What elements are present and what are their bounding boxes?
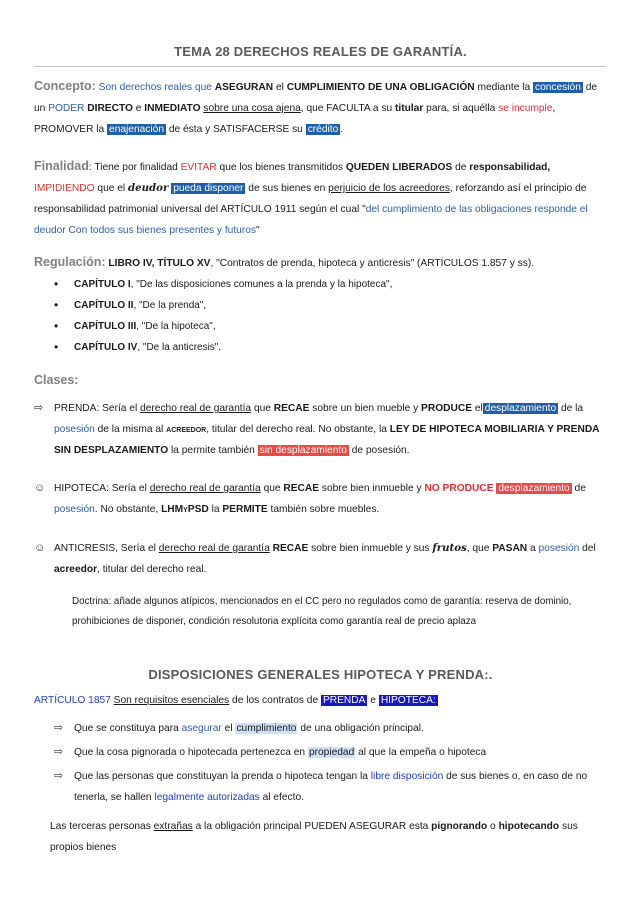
text: , "De la hipoteca", (136, 321, 216, 332)
requisito-2 (54, 742, 604, 763)
text: . No obstante, (94, 504, 159, 515)
text: " (256, 225, 260, 236)
text: sobre una cosa ajena (203, 103, 301, 114)
text: sobre bien inmueble y sus (311, 543, 430, 554)
finalidad-heading: Finalidad (34, 159, 89, 173)
text: , PROMOVER la (34, 103, 556, 135)
text: de (455, 162, 467, 173)
text: a la obligación principal (195, 821, 302, 832)
text: hipotecando (498, 821, 560, 832)
text: : Tiene por finalidad (88, 162, 178, 173)
text: Las terceras personas (50, 821, 151, 832)
highlight: PRENDA (322, 695, 366, 706)
concepto-paragraph (34, 76, 604, 140)
text: ANTICRESIS, Sería el (54, 543, 156, 554)
title-divider (34, 66, 606, 67)
text: Que la cosa pignorada o hipotecada pertenezca en (74, 747, 306, 758)
text: posesión (54, 424, 95, 435)
text: o (490, 821, 496, 832)
text: de la misma al (97, 424, 164, 435)
text: sobre un bien mueble y (312, 403, 419, 414)
regulacion-paragraph (34, 252, 604, 274)
text: ARTÍCULO 1857 (34, 695, 111, 706)
text: RECAE (272, 543, 309, 554)
text: de los contratos de (232, 695, 319, 706)
text: LIBRO IV, TÍTULO XV (108, 258, 211, 269)
text: CUMPLIMIENTO DE UNA OBLIGACIÓN (286, 82, 475, 93)
text: , "De las disposiciones comunes a la prenda y la hipoteca", (130, 279, 393, 290)
text: IMPIDIENDO (34, 183, 95, 194)
highlight: enajenación (109, 124, 164, 135)
text: INMEDIATO (144, 103, 201, 114)
text: PERMITE (222, 504, 268, 515)
text: EVITAR (180, 162, 217, 173)
text: que el (97, 183, 126, 194)
page-title: TEMA 28 DERECHOS REALES DE GARANTÍA. (174, 44, 467, 59)
text: esta (409, 821, 429, 832)
text: , "De la anticresis". (137, 342, 222, 353)
text: libre disposición (370, 771, 444, 782)
text: para, si aquélla (426, 103, 496, 114)
text: la permite también (171, 445, 255, 456)
text: al efecto. (262, 792, 304, 803)
regulacion-list (74, 274, 594, 358)
text: que (253, 403, 271, 414)
text: de una obligación principal. (300, 723, 424, 734)
text: a (530, 543, 536, 554)
text: e (370, 695, 376, 706)
text: el (224, 723, 233, 734)
text: Que se constituya para (74, 723, 179, 734)
list-item (74, 295, 594, 316)
clases-heading-row (34, 370, 604, 392)
terceras-paragraph (50, 816, 605, 858)
section-title: DISPOSICIONES GENERALES HIPOTECA Y PRENDA:. (148, 667, 493, 682)
text: del (582, 543, 596, 554)
text: CAPÍTULO I (74, 279, 131, 290)
highlight: sin desplazamiento (259, 445, 347, 456)
text: que los bienes transmitidos (219, 162, 343, 173)
text: DIRECTO (87, 103, 133, 114)
highlight: desplazamiento (498, 483, 570, 494)
arrow-icon: ⇨ (34, 402, 44, 414)
prenda-item (34, 398, 604, 461)
text: HIPOTECA: Sería el (54, 483, 147, 494)
text: de la (560, 403, 584, 414)
text: frutos (432, 542, 467, 554)
text: QUEDEN LIBERADOS (345, 162, 453, 173)
text: e (135, 103, 142, 114)
text: CAPÍTULO IV (74, 342, 138, 353)
text: asegurar (181, 723, 222, 734)
anticresis-item (34, 538, 604, 580)
text: de (574, 483, 586, 494)
text: . (340, 124, 344, 135)
text: al que la empeña o hipoteca (358, 747, 487, 758)
text: acreedor (166, 424, 207, 435)
arrow-icon: ⇨ (54, 770, 64, 782)
text: NO PRODUCE (424, 483, 494, 494)
text: LEY DE HIPOTECA MOBILIARIA Y PRENDA SIN DESPLAZAMIENTO (54, 424, 600, 456)
text: posesión (538, 543, 580, 554)
text: PASAN (492, 543, 528, 554)
text: legalmente autorizadas (154, 792, 260, 803)
highlight: crédito (307, 124, 339, 135)
text: PUEDEN ASEGURAR (304, 821, 407, 832)
text: el (474, 403, 483, 414)
text: RECAE (273, 403, 310, 414)
text: Son derechos reales que (98, 82, 212, 93)
text: , "De la prenda", (133, 300, 207, 311)
text: Que las personas que constituyan la prenda o hipoteca tengan la (74, 771, 368, 782)
arrow-icon: ⇨ (54, 722, 64, 734)
text: de ésta y SATISFACERSE su (168, 124, 303, 135)
text: el (275, 82, 284, 93)
regulacion-heading: Regulación: (34, 255, 106, 269)
text: titular (395, 103, 424, 114)
highlight: propiedad (308, 747, 355, 758)
finalidad-paragraph (34, 156, 604, 241)
text: , reforzando así el principio de responsabilidad patrimonial universal del ARTÍCULO 1911 según el cual " (34, 183, 587, 215)
clases-heading: Clases: (34, 373, 79, 387)
text: RECAE (283, 483, 320, 494)
highlight: concesión (534, 82, 581, 93)
text: la (211, 504, 220, 515)
text: mediante la (477, 82, 531, 93)
text: que (263, 483, 281, 494)
concepto-heading: Concepto: (34, 79, 96, 93)
text: PRENDA: Sería el (54, 403, 138, 414)
text: también sobre muebles. (270, 504, 380, 515)
smiley-icon: ☺ (34, 542, 46, 554)
articulo-1857 (34, 690, 604, 711)
text: responsabilidad, (469, 162, 551, 173)
text: de posesión. (351, 445, 410, 456)
hipoteca-item (34, 478, 604, 520)
text: extrañas (153, 821, 193, 832)
text: derecho real de garantía (158, 543, 270, 554)
text: PODER (48, 103, 85, 114)
highlight: pueda disponer (173, 183, 244, 194)
list-item (74, 274, 594, 295)
text: acreedor (54, 564, 98, 575)
text: se incumple (498, 103, 553, 114)
text: , que FACULTA a su (300, 103, 393, 114)
list-item (74, 337, 594, 358)
text: de un (34, 82, 598, 114)
text: , titular del derecho real. No obstante, la (206, 424, 387, 435)
highlight: desplazamiento (484, 403, 557, 414)
text: Son requisitos esenciales (113, 695, 230, 706)
smiley-icon: ☺ (34, 482, 46, 494)
arrow-icon: ⇨ (54, 746, 64, 758)
text: ASEGURAN (214, 82, 274, 93)
requisito-1 (54, 718, 604, 739)
text: de sus bienes en (248, 183, 326, 194)
text: del cumplimiento de las obligaciones responde el deudor Con todos sus bienes presentes y futuros (34, 204, 588, 236)
text: , "Contratos de prenda, hipoteca y anticresis" (ARTÍCULOS 1.857 y ss). (210, 258, 535, 269)
highlight: cumplimiento (236, 723, 297, 734)
text: CAPÍTULO III (74, 321, 137, 332)
doctrina-note: Doctrina: añade algunos atípicos, mencionados en el CC pero no regulados como de garantía: reserva de dominio, prohibiciones de disponer, condición resolutoria explícita como garantía real de precio aplaza (72, 596, 572, 627)
text: deudor (128, 182, 169, 194)
text: , titular del derecho real. (97, 564, 207, 575)
text: PRODUCE (421, 403, 472, 414)
text: pignorando (431, 821, 488, 832)
text: derecho real de garantía (149, 483, 261, 494)
text: perjuicio de los acreedores (328, 183, 450, 194)
highlight: HIPOTECA: (380, 695, 436, 706)
text: derecho real de garantía (140, 403, 252, 414)
text: LHMyPSD (161, 504, 209, 515)
text: CAPÍTULO II (74, 300, 134, 311)
requisito-3 (54, 766, 604, 808)
text: de sus bienes o, en caso de no tenerla, se hallen (74, 771, 588, 803)
text: , que (466, 543, 490, 554)
text: sus propios bienes (50, 821, 578, 853)
list-item (74, 316, 594, 337)
text: posesión (54, 504, 95, 515)
text: sobre bien inmueble y (321, 483, 422, 494)
